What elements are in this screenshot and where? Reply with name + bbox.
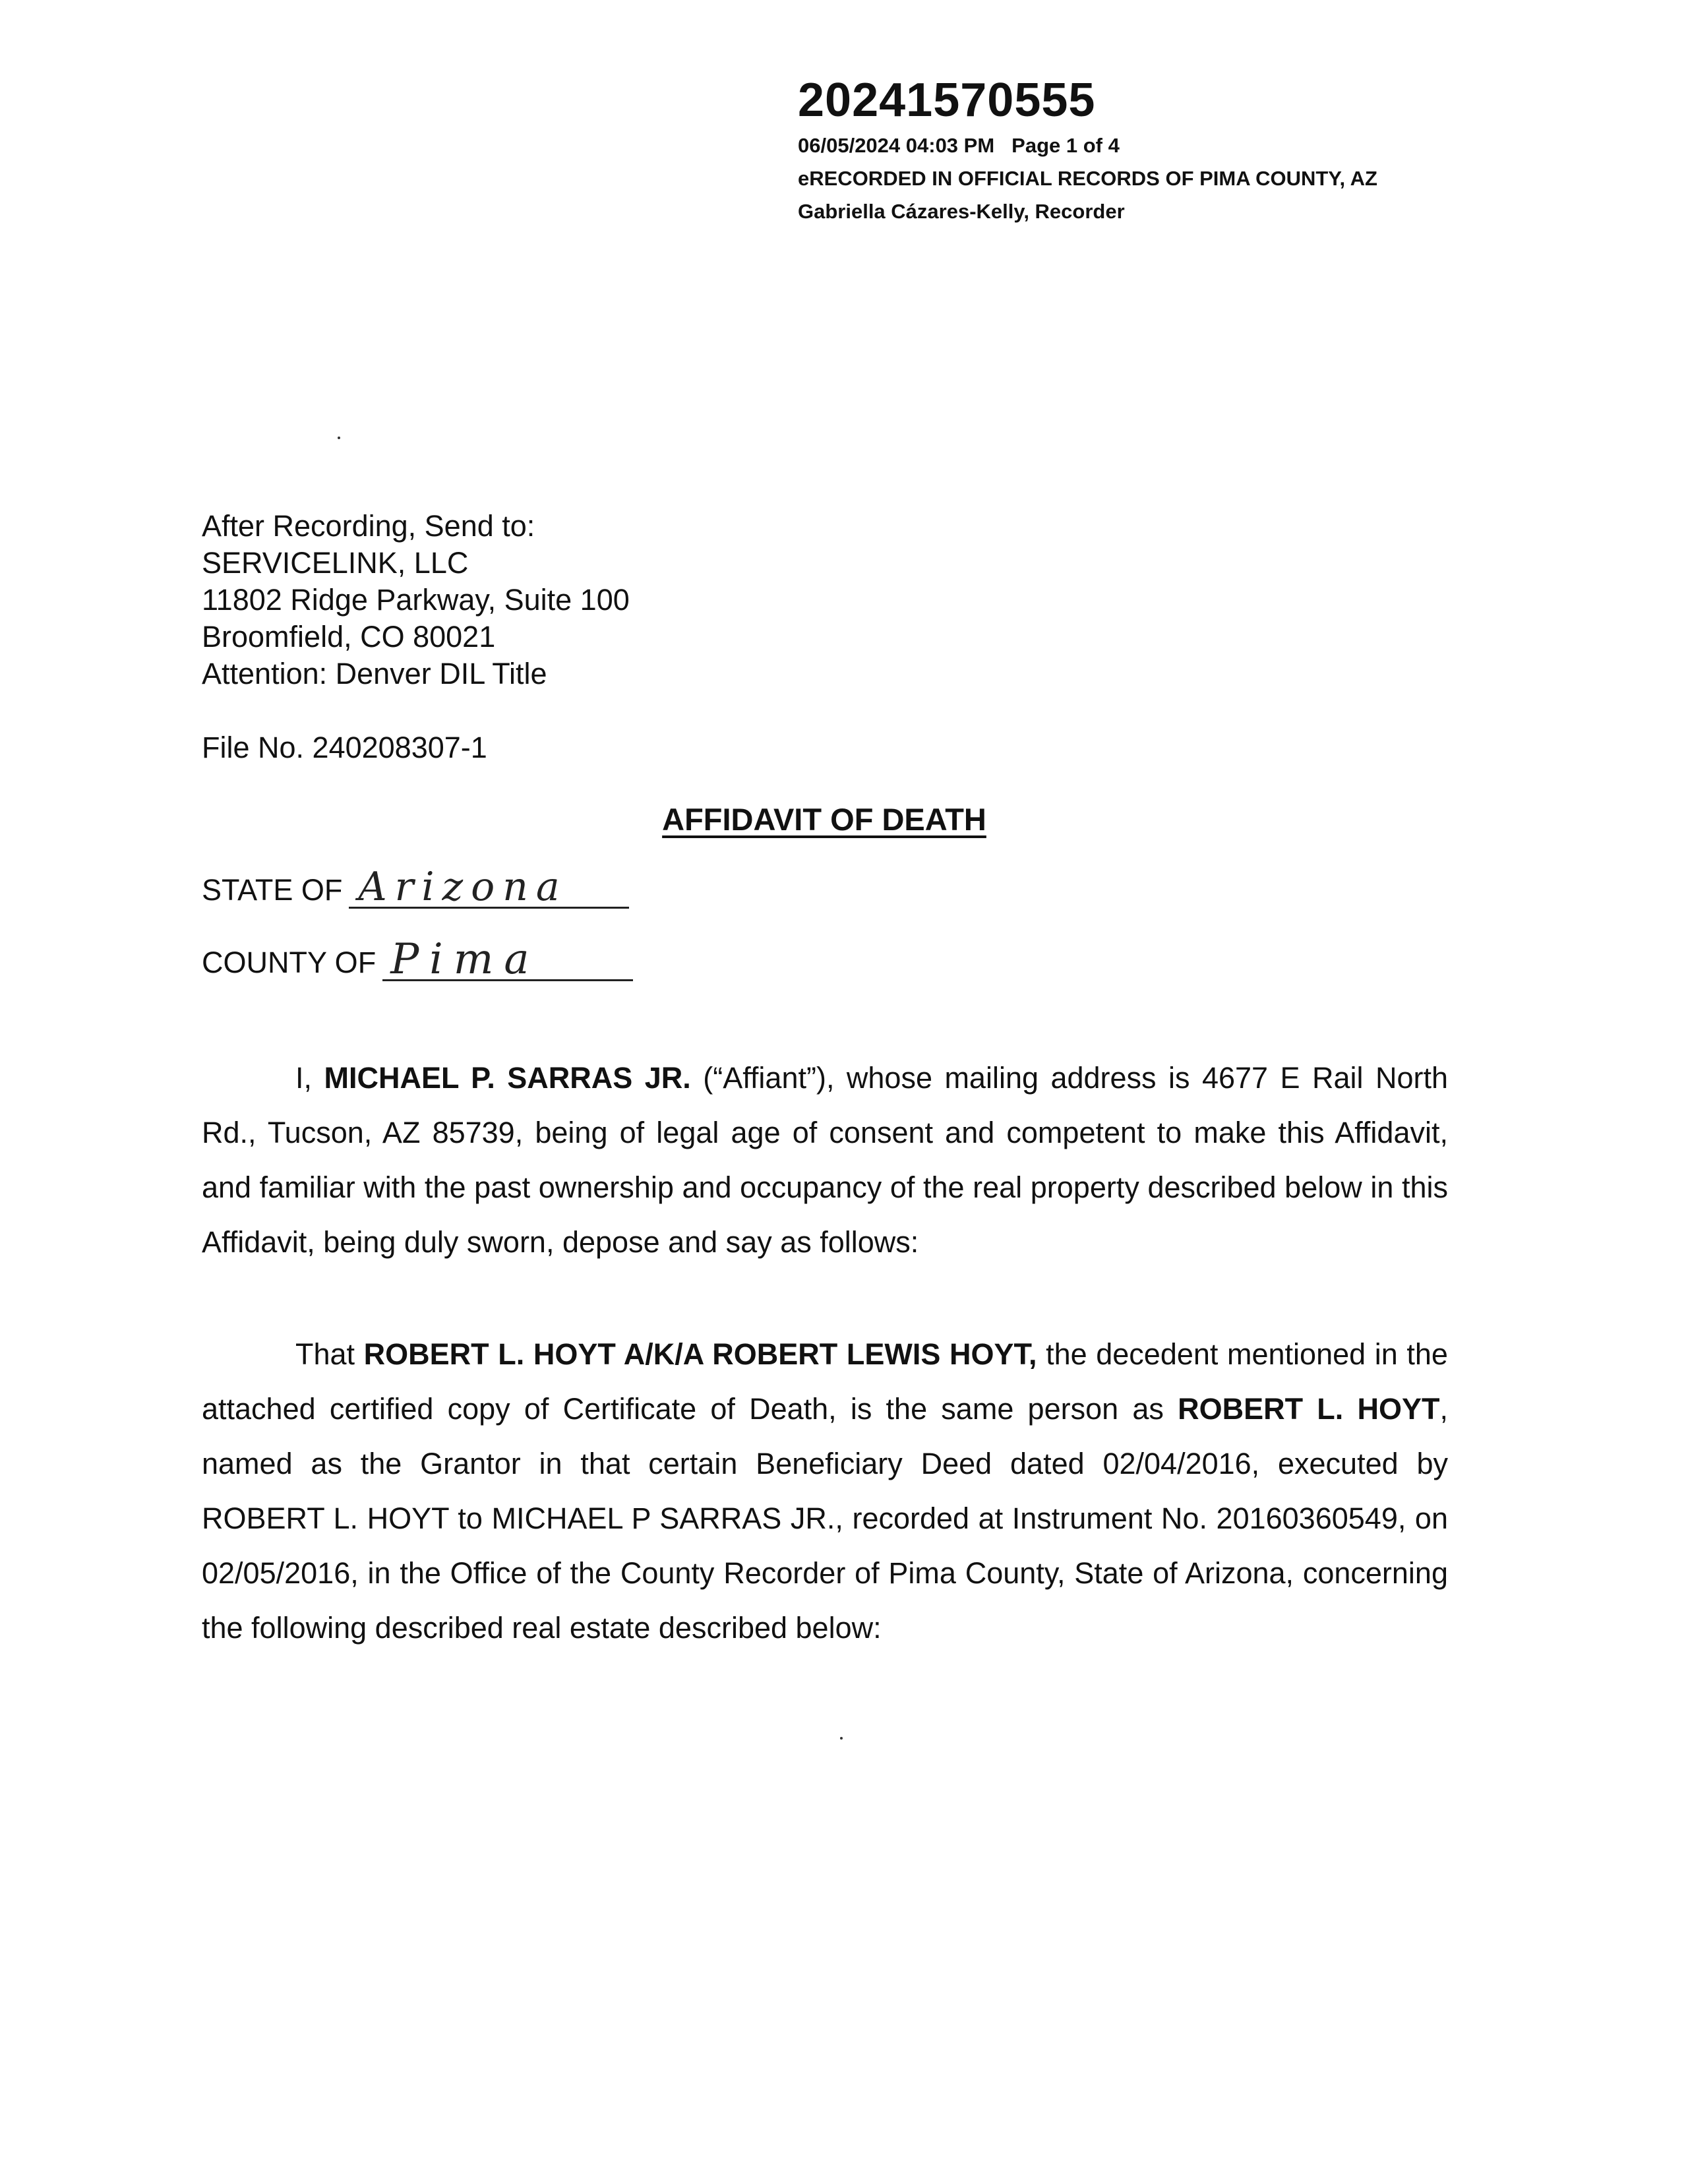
venue-county [202, 935, 633, 984]
return-address-company: SERVICELINK, LLC [202, 546, 469, 580]
state-label: STATE OF [202, 873, 343, 907]
return-address-attention: Attention: Denver DIL Title [202, 657, 547, 690]
affiant-paragraph [202, 1050, 1448, 1269]
file-number: File No. 240208307-1 [202, 731, 487, 764]
affiant-name: MICHAEL P. SARRAS JR. [324, 1061, 691, 1095]
grantor-name: ROBERT L. HOYT [1178, 1392, 1440, 1426]
state-blank [349, 864, 629, 910]
paragraph-2-lead: That [295, 1337, 355, 1371]
paragraph-2-text-1: the decedent mentioned in the attached certified copy of Certificate of Death, is the same person as [202, 1337, 1448, 1426]
recorded-line: eRECORDED IN OFFICIAL RECORDS OF PIMA COUNTY, AZ [798, 167, 1377, 190]
county-label: COUNTY OF [202, 946, 377, 979]
document-title: AFFIDAVIT OF DEATH [662, 802, 986, 837]
decedent-name: ROBERT L. HOYT A/K/A ROBERT LEWIS HOYT, [363, 1337, 1037, 1371]
scan-speck [338, 437, 340, 439]
decedent-paragraph [202, 1327, 1448, 1655]
county-handwritten-value: Pima [390, 935, 540, 984]
county-blank [382, 935, 633, 984]
paragraph-1-text: (“Affiant”), whose mailing address is 4677 E Rail North Rd., Tucson, AZ 85739, being of legal age of consent and competent to make this Affidavit, and familiar with the past ownership and occupancy of the real property described below in this Affidavit, being duly sworn, depose and say as follows: [202, 1061, 1448, 1259]
instrument-number: 20241570555 [798, 74, 1096, 127]
return-address-city: Broomfield, CO 80021 [202, 620, 496, 653]
return-address-street: 11802 Ridge Parkway, Suite 100 [202, 583, 630, 617]
scan-speck [840, 1737, 843, 1740]
return-address [202, 508, 630, 692]
venue-state [202, 864, 629, 910]
state-handwritten-value: Arizona [358, 864, 568, 910]
page-info: Page 1 of 4 [1011, 134, 1120, 157]
return-address-heading: After Recording, Send to: [202, 509, 535, 543]
recorder-line: Gabriella Cázares-Kelly, Recorder [798, 200, 1125, 223]
paragraph-1-lead: I, [295, 1061, 313, 1095]
recording-date-line [798, 129, 1556, 162]
recording-date-time: 06/05/2024 04:03 PM [798, 134, 995, 157]
paragraph-2-text-2: , named as the Grantor in that certain Beneficiary Deed dated 02/04/2016, executed by ROBERT L. HOYT to MICHAEL P SARRAS JR., recorded at Instrument No. 20160360549, on 02/05/2016, in the Office of the County Recorder of Pima County, State of Arizona, concerning the following described real estate described below: [202, 1392, 1448, 1645]
recording-stamp [798, 71, 1556, 228]
